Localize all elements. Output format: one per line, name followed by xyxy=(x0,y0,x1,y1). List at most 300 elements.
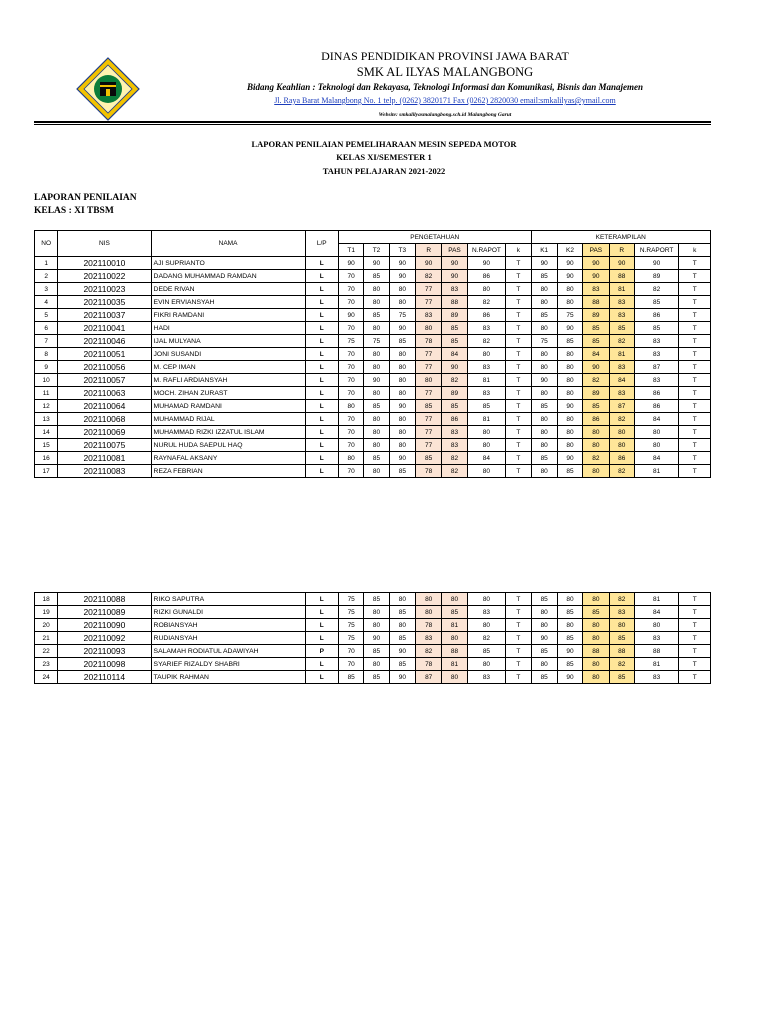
cell-k1: 80 xyxy=(531,387,557,400)
cell-t2: 80 xyxy=(364,413,389,426)
cell-k1: 80 xyxy=(531,465,557,478)
cell-t2: 90 xyxy=(364,257,389,270)
col-k1: K1 xyxy=(531,244,557,257)
cell-k2: 80 xyxy=(557,413,582,426)
cell-kpas: 89 xyxy=(583,387,609,400)
cell-kr: 82 xyxy=(609,413,634,426)
cell-lp: L xyxy=(305,335,338,348)
cell-nis: 202110093 xyxy=(58,645,151,658)
cell-k: T xyxy=(506,283,531,296)
cell-kpas: 85 xyxy=(583,322,609,335)
cell-pas: 82 xyxy=(442,452,467,465)
cell-t1: 75 xyxy=(339,335,364,348)
cell-nraport: 82 xyxy=(634,283,679,296)
cell-t3: 90 xyxy=(389,645,415,658)
cell-kr: 84 xyxy=(609,374,634,387)
cell-k1: 80 xyxy=(531,619,557,632)
cell-r: 78 xyxy=(416,335,442,348)
cell-t3: 90 xyxy=(389,257,415,270)
cell-kr: 81 xyxy=(609,283,634,296)
table-row xyxy=(35,439,711,452)
cell-lp: L xyxy=(305,465,338,478)
cell-kk: T xyxy=(679,439,711,452)
cell-kr: 82 xyxy=(609,593,634,606)
cell-no: 20 xyxy=(35,619,58,632)
cell-kr: 83 xyxy=(609,296,634,309)
cell-nis: 202110069 xyxy=(58,426,151,439)
cell-k2: 80 xyxy=(557,348,582,361)
table-row xyxy=(35,400,711,413)
cell-kpas: 88 xyxy=(583,645,609,658)
cell-lp: L xyxy=(305,658,338,671)
cell-nis: 202110057 xyxy=(58,374,151,387)
cell-nama: FIKRI RAMDANI xyxy=(151,309,305,322)
cell-kpas: 80 xyxy=(583,465,609,478)
cell-nraport: 83 xyxy=(634,671,679,684)
cell-k: T xyxy=(506,257,531,270)
cell-nraport: 81 xyxy=(634,593,679,606)
cell-kk: T xyxy=(679,452,711,465)
cell-nraport: 90 xyxy=(634,257,679,270)
cell-t1: 75 xyxy=(339,606,364,619)
cell-nrapot: 85 xyxy=(467,400,506,413)
cell-nrapot: 83 xyxy=(467,322,506,335)
cell-no: 10 xyxy=(35,374,58,387)
cell-kpas: 84 xyxy=(583,348,609,361)
cell-k: T xyxy=(506,270,531,283)
grades-table-body-page-1 xyxy=(35,257,711,478)
cell-pas: 83 xyxy=(442,439,467,452)
cell-lp: L xyxy=(305,400,338,413)
cell-k: T xyxy=(506,400,531,413)
cell-lp: P xyxy=(305,645,338,658)
cell-kpas: 85 xyxy=(583,606,609,619)
grades-table-body-page-2 xyxy=(35,593,711,684)
cell-k: T xyxy=(506,645,531,658)
cell-t1: 90 xyxy=(339,309,364,322)
cell-t1: 75 xyxy=(339,619,364,632)
cell-lp: L xyxy=(305,296,338,309)
letterhead-divider-thin xyxy=(34,124,711,125)
table-row xyxy=(35,348,711,361)
cell-r: 77 xyxy=(416,413,442,426)
cell-kr: 82 xyxy=(609,465,634,478)
cell-no: 14 xyxy=(35,426,58,439)
cell-nama: EVIN ERVIANSYAH xyxy=(151,296,305,309)
cell-k2: 90 xyxy=(557,257,582,270)
cell-t2: 80 xyxy=(364,439,389,452)
cell-r: 83 xyxy=(416,632,442,645)
cell-kr: 90 xyxy=(609,257,634,270)
col-t3: T3 xyxy=(389,244,415,257)
cell-kr: 81 xyxy=(609,348,634,361)
table-row xyxy=(35,270,711,283)
cell-k: T xyxy=(506,671,531,684)
cell-kr: 83 xyxy=(609,361,634,374)
cell-kpas: 90 xyxy=(583,270,609,283)
cell-k2: 90 xyxy=(557,671,582,684)
cell-t1: 70 xyxy=(339,413,364,426)
cell-r: 77 xyxy=(416,283,442,296)
table-row xyxy=(35,335,711,348)
cell-nama: AJI SUPRIANTO xyxy=(151,257,305,270)
col-k: k xyxy=(506,244,531,257)
cell-nis: 202110064 xyxy=(58,400,151,413)
cell-t3: 90 xyxy=(389,400,415,413)
cell-k: T xyxy=(506,426,531,439)
cell-nrapot: 82 xyxy=(467,335,506,348)
cell-t1: 90 xyxy=(339,257,364,270)
cell-t2: 85 xyxy=(364,645,389,658)
cell-kk: T xyxy=(679,283,711,296)
cell-k2: 75 xyxy=(557,309,582,322)
cell-nraport: 83 xyxy=(634,632,679,645)
cell-kpas: 85 xyxy=(583,335,609,348)
cell-k1: 80 xyxy=(531,606,557,619)
school-name: SMK AL ILYAS MALANGBONG xyxy=(356,65,534,79)
cell-k: T xyxy=(506,632,531,645)
cell-t2: 80 xyxy=(364,465,389,478)
cell-kr: 80 xyxy=(609,619,634,632)
report-class: KELAS : XI TBSM xyxy=(34,206,114,216)
cell-nis: 202110083 xyxy=(58,465,151,478)
cell-nama: IJAL MULYANA xyxy=(151,335,305,348)
cell-k1: 90 xyxy=(531,257,557,270)
table-row xyxy=(35,465,711,478)
col-group-pengetahuan: PENGETAHUAN xyxy=(339,231,532,244)
cell-nraport: 80 xyxy=(634,426,679,439)
cell-r: 83 xyxy=(416,309,442,322)
cell-pas: 90 xyxy=(442,257,467,270)
cell-nrapot: 80 xyxy=(467,465,506,478)
cell-nama: MUHAMMAD RIJAL xyxy=(151,413,305,426)
school-website: Website: smkalilyasmalangbong.sch.id Malangbong Garut xyxy=(378,112,512,118)
cell-kpas: 85 xyxy=(583,400,609,413)
cell-nama: RIKO SAPUTRA xyxy=(151,593,305,606)
cell-r: 77 xyxy=(416,387,442,400)
cell-kk: T xyxy=(679,270,711,283)
cell-no: 8 xyxy=(35,348,58,361)
cell-kpas: 82 xyxy=(583,452,609,465)
cell-t1: 70 xyxy=(339,465,364,478)
table-row xyxy=(35,257,711,270)
cell-t2: 90 xyxy=(364,632,389,645)
cell-k: T xyxy=(506,658,531,671)
cell-k2: 85 xyxy=(557,606,582,619)
cell-k: T xyxy=(506,593,531,606)
cell-no: 23 xyxy=(35,658,58,671)
cell-nis: 202110098 xyxy=(58,658,151,671)
cell-k1: 75 xyxy=(531,335,557,348)
cell-nraport: 84 xyxy=(634,452,679,465)
col-nraport: N.RAPORT xyxy=(634,244,679,257)
cell-nraport: 85 xyxy=(634,296,679,309)
cell-k1: 80 xyxy=(531,439,557,452)
cell-t3: 85 xyxy=(389,335,415,348)
cell-no: 16 xyxy=(35,452,58,465)
cell-pas: 85 xyxy=(442,400,467,413)
cell-nrapot: 90 xyxy=(467,257,506,270)
table-row xyxy=(35,606,711,619)
cell-kk: T xyxy=(679,413,711,426)
cell-pas: 89 xyxy=(442,387,467,400)
cell-no: 6 xyxy=(35,322,58,335)
cell-nis: 202110056 xyxy=(58,361,151,374)
cell-t3: 90 xyxy=(389,671,415,684)
cell-r: 77 xyxy=(416,426,442,439)
cell-kk: T xyxy=(679,606,711,619)
cell-nraport: 81 xyxy=(634,658,679,671)
cell-nrapot: 83 xyxy=(467,387,506,400)
cell-pas: 80 xyxy=(442,632,467,645)
cell-nrapot: 80 xyxy=(467,658,506,671)
cell-t2: 80 xyxy=(364,619,389,632)
cell-nraport: 81 xyxy=(634,465,679,478)
cell-lp: L xyxy=(305,387,338,400)
cell-kr: 85 xyxy=(609,632,634,645)
cell-nama: RIZKI GUNALDI xyxy=(151,606,305,619)
cell-nis: 202110035 xyxy=(58,296,151,309)
cell-pas: 80 xyxy=(442,671,467,684)
cell-nis: 202110022 xyxy=(58,270,151,283)
cell-nraport: 85 xyxy=(634,322,679,335)
cell-kk: T xyxy=(679,465,711,478)
cell-nrapot: 80 xyxy=(467,426,506,439)
cell-k1: 80 xyxy=(531,361,557,374)
cell-no: 3 xyxy=(35,283,58,296)
cell-no: 12 xyxy=(35,400,58,413)
cell-r: 82 xyxy=(416,645,442,658)
cell-t1: 75 xyxy=(339,632,364,645)
cell-kpas: 80 xyxy=(583,619,609,632)
table-row xyxy=(35,671,711,684)
cell-t3: 90 xyxy=(389,270,415,283)
cell-t2: 85 xyxy=(364,309,389,322)
cell-lp: L xyxy=(305,361,338,374)
cell-lp: L xyxy=(305,426,338,439)
cell-k: T xyxy=(506,606,531,619)
cell-r: 77 xyxy=(416,348,442,361)
cell-k1: 85 xyxy=(531,593,557,606)
cell-nis: 202110023 xyxy=(58,283,151,296)
cell-k1: 80 xyxy=(531,296,557,309)
cell-k: T xyxy=(506,465,531,478)
cell-k1: 85 xyxy=(531,645,557,658)
cell-pas: 86 xyxy=(442,413,467,426)
report-label: LAPORAN PENILAIAN xyxy=(34,193,137,203)
cell-nraport: 84 xyxy=(634,606,679,619)
cell-kr: 87 xyxy=(609,400,634,413)
cell-kpas: 80 xyxy=(583,632,609,645)
cell-k: T xyxy=(506,335,531,348)
cell-nama: RAYNAFAL AKSANY xyxy=(151,452,305,465)
cell-t2: 80 xyxy=(364,296,389,309)
cell-kr: 80 xyxy=(609,426,634,439)
cell-k1: 85 xyxy=(531,452,557,465)
col-r: R xyxy=(416,244,442,257)
cell-kk: T xyxy=(679,387,711,400)
cell-t1: 70 xyxy=(339,387,364,400)
cell-k: T xyxy=(506,413,531,426)
cell-t2: 80 xyxy=(364,283,389,296)
cell-nama: HADI xyxy=(151,322,305,335)
school-address[interactable]: Jl. Raya Barat Malangbong No. 1 telp. (0262) 3820171 Fax (0262) 2820030 email:smkalilyas@ymail.com xyxy=(274,96,616,105)
cell-no: 22 xyxy=(35,645,58,658)
report-school-year: TAHUN PELAJARAN 2021-2022 xyxy=(322,166,446,176)
report-class-semester: KELAS XI/SEMESTER 1 xyxy=(336,152,432,162)
cell-t3: 80 xyxy=(389,413,415,426)
grades-table-page-1 xyxy=(34,230,711,478)
cell-k: T xyxy=(506,439,531,452)
cell-t3: 80 xyxy=(389,361,415,374)
cell-nama: M. CEP IMAN xyxy=(151,361,305,374)
cell-k1: 85 xyxy=(531,270,557,283)
cell-r: 77 xyxy=(416,439,442,452)
cell-no: 15 xyxy=(35,439,58,452)
cell-kr: 82 xyxy=(609,658,634,671)
cell-nis: 202110010 xyxy=(58,257,151,270)
cell-lp: L xyxy=(305,270,338,283)
cell-t2: 85 xyxy=(364,452,389,465)
cell-k1: 80 xyxy=(531,658,557,671)
cell-lp: L xyxy=(305,452,338,465)
cell-pas: 80 xyxy=(442,593,467,606)
letterhead-divider xyxy=(34,121,711,123)
cell-k: T xyxy=(506,387,531,400)
cell-kpas: 83 xyxy=(583,283,609,296)
cell-kpas: 80 xyxy=(583,593,609,606)
cell-kk: T xyxy=(679,619,711,632)
table-row xyxy=(35,452,711,465)
table-row xyxy=(35,413,711,426)
cell-pas: 90 xyxy=(442,270,467,283)
cell-kpas: 80 xyxy=(583,658,609,671)
cell-t3: 80 xyxy=(389,296,415,309)
cell-r: 77 xyxy=(416,296,442,309)
cell-kk: T xyxy=(679,593,711,606)
grades-table-page-2 xyxy=(34,592,711,684)
cell-lp: L xyxy=(305,619,338,632)
cell-t1: 85 xyxy=(339,671,364,684)
cell-no: 9 xyxy=(35,361,58,374)
cell-kr: 88 xyxy=(609,645,634,658)
cell-k1: 90 xyxy=(531,374,557,387)
cell-no: 24 xyxy=(35,671,58,684)
cell-t2: 80 xyxy=(364,606,389,619)
cell-k2: 80 xyxy=(557,593,582,606)
cell-kk: T xyxy=(679,296,711,309)
cell-nis: 202110090 xyxy=(58,619,151,632)
cell-nama: MOCH. ZIHAN ZURAST xyxy=(151,387,305,400)
cell-kpas: 80 xyxy=(583,439,609,452)
cell-lp: L xyxy=(305,606,338,619)
cell-nama: SALAMAH RODIATUL ADAWIYAH xyxy=(151,645,305,658)
cell-t3: 80 xyxy=(389,426,415,439)
cell-pas: 88 xyxy=(442,645,467,658)
cell-kk: T xyxy=(679,322,711,335)
col-group-keterampilan: KETERAMPILAN xyxy=(531,231,710,244)
cell-kk: T xyxy=(679,671,711,684)
cell-r: 80 xyxy=(416,374,442,387)
cell-t3: 80 xyxy=(389,348,415,361)
cell-nama: TAUPIK RAHMAN xyxy=(151,671,305,684)
cell-nrapot: 85 xyxy=(467,645,506,658)
cell-k1: 90 xyxy=(531,632,557,645)
cell-nraport: 83 xyxy=(634,374,679,387)
cell-t1: 70 xyxy=(339,374,364,387)
cell-no: 18 xyxy=(35,593,58,606)
col-lp: L/P xyxy=(305,231,338,257)
cell-t3: 85 xyxy=(389,658,415,671)
col-nis: NIS xyxy=(58,231,151,257)
cell-t3: 85 xyxy=(389,632,415,645)
cell-kpas: 90 xyxy=(583,361,609,374)
cell-nraport: 80 xyxy=(634,619,679,632)
cell-nama: RUDIANSYAH xyxy=(151,632,305,645)
cell-k2: 90 xyxy=(557,400,582,413)
cell-nrapot: 86 xyxy=(467,309,506,322)
cell-nama: DADANG MUHAMMAD RAMDAN xyxy=(151,270,305,283)
table-row xyxy=(35,374,711,387)
cell-nama: MUHAMAD RAMDANI xyxy=(151,400,305,413)
cell-nraport: 86 xyxy=(634,387,679,400)
agency-name: DINAS PENDIDIKAN PROVINSI JAWA BARAT xyxy=(321,49,569,63)
report-title: LAPORAN PENILAIAN PEMELIHARAAN MESIN SEPEDA MOTOR xyxy=(251,139,517,149)
cell-t2: 85 xyxy=(364,400,389,413)
cell-no: 13 xyxy=(35,413,58,426)
cell-nis: 202110037 xyxy=(58,309,151,322)
cell-pas: 85 xyxy=(442,335,467,348)
cell-k2: 80 xyxy=(557,619,582,632)
cell-pas: 82 xyxy=(442,465,467,478)
cell-nis: 202110051 xyxy=(58,348,151,361)
cell-r: 82 xyxy=(416,270,442,283)
cell-r: 78 xyxy=(416,619,442,632)
cell-t3: 85 xyxy=(389,465,415,478)
cell-nrapot: 81 xyxy=(467,374,506,387)
cell-k: T xyxy=(506,309,531,322)
col-k2: K2 xyxy=(557,244,582,257)
cell-nrapot: 80 xyxy=(467,348,506,361)
cell-nis: 202110088 xyxy=(58,593,151,606)
cell-k2: 85 xyxy=(557,335,582,348)
cell-nraport: 87 xyxy=(634,361,679,374)
col-t1: T1 xyxy=(339,244,364,257)
cell-kk: T xyxy=(679,400,711,413)
cell-t2: 85 xyxy=(364,671,389,684)
cell-nraport: 83 xyxy=(634,335,679,348)
cell-r: 78 xyxy=(416,658,442,671)
cell-k2: 85 xyxy=(557,465,582,478)
cell-pas: 89 xyxy=(442,309,467,322)
cell-t3: 85 xyxy=(389,606,415,619)
cell-kk: T xyxy=(679,658,711,671)
cell-no: 5 xyxy=(35,309,58,322)
cell-r: 80 xyxy=(416,593,442,606)
cell-pas: 81 xyxy=(442,658,467,671)
cell-kr: 82 xyxy=(609,335,634,348)
cell-nama: DEDE RIVAN xyxy=(151,283,305,296)
cell-t3: 80 xyxy=(389,619,415,632)
table-row xyxy=(35,426,711,439)
col-t2: T2 xyxy=(364,244,389,257)
cell-lp: L xyxy=(305,413,338,426)
cell-k: T xyxy=(506,619,531,632)
cell-kk: T xyxy=(679,645,711,658)
cell-t1: 70 xyxy=(339,658,364,671)
cell-nama: REZA FEBRIAN xyxy=(151,465,305,478)
cell-nrapot: 84 xyxy=(467,452,506,465)
